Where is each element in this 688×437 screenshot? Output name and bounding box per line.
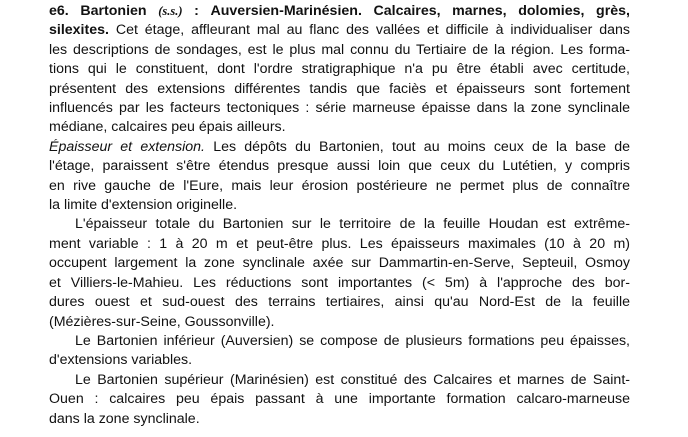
text-line: présentent des extensions différentes tandis que faciès et épaisseurs sont fortement <box>49 80 630 97</box>
text-line: L'épaisseur totale du Bartonien sur le territoire de la feuille Houdan est extrême- <box>75 216 630 233</box>
text-line: en rive gauche de l'Eure, mais leur érosion postérieure ne permet plus de connaître <box>49 177 630 194</box>
paragraph-lower-bartonian <box>49 332 630 371</box>
text-line: Ouen : calcaires peu épais passant à une importante formation calcaro-marneuse <box>49 391 630 408</box>
text-line: tions qui le constituent, dont l'ordre stratigraphique n'a pu être établi avec certitude, <box>49 61 630 78</box>
stage-code: e6. <box>49 3 69 19</box>
text-line: et Villiers-le-Mahieu. Les réductions sont importantes (< 5m) à l'approche des bor- <box>49 274 630 291</box>
stage-subtitle: Auversien-Marinésien. Calcaires, marnes, dolomies, grès, <box>210 3 630 19</box>
text-line: d'extensions variables. <box>49 352 193 369</box>
text-line: dans la zone synclinale. <box>49 410 200 427</box>
text-line: Le Bartonien supérieur (Marinésien) est constitué des Calcaires et marnes de Saint- <box>75 371 630 388</box>
text-line: la limite d'extension originelle. <box>49 197 238 214</box>
text-line: ment variable : 1 à 20 m et peut-être plus. Les épaisseurs maximales (10 à 20 m) <box>49 235 630 252</box>
text-line <box>49 2 630 21</box>
stage-subtitle-cont: silexites. <box>49 22 109 39</box>
section-heading: Épaisseur et extension. <box>49 138 205 155</box>
paragraph-upper-bartonian <box>49 371 630 429</box>
paragraph-total-thickness <box>49 215 630 331</box>
text-line: l'étage, paraissent s'être étendus presque aussi loin que ceux du Lutétien, y compris <box>49 158 630 175</box>
stage-title: Bartonien <box>80 3 147 19</box>
text-line: occupent largement la zone synclinale axée sur Dammartin-en-Serve, Septeuil, Osmoy <box>49 255 630 272</box>
stage-ss: (s.s.) <box>158 4 183 18</box>
paragraph-thickness-extension <box>49 138 630 216</box>
text-line: médiane, calcaires peu épais ailleurs. <box>49 119 286 136</box>
stage-colon: : <box>194 3 199 19</box>
text-line: les descriptions de sondages, est le plus mal connu du Tertiaire de la région. Les forma- <box>49 41 630 58</box>
text-line: Épaisseur et extension. Les dépôts du Bartonien, tout au moins ceux de la base de <box>49 138 630 155</box>
text-line: silexites. Cet étage, affleurant mal au flanc des vallées et difficile à individualiser dans <box>49 22 630 39</box>
text-line: dures ouest et sud-ouest des terrains tertiaires, ainsi qu'au Nord-Est de la feuille <box>49 294 630 311</box>
text-line: Le Bartonien inférieur (Auversien) se compose de plusieurs formations peu épaisses, <box>75 332 630 349</box>
text-line: (Mézières-sur-Seine, Goussonville). <box>49 313 275 330</box>
text-line: influencés par les facteurs tectoniques : série marneuse épaisse dans la zone synclinale <box>49 100 630 117</box>
paragraph-bartonien-intro <box>49 2 630 138</box>
